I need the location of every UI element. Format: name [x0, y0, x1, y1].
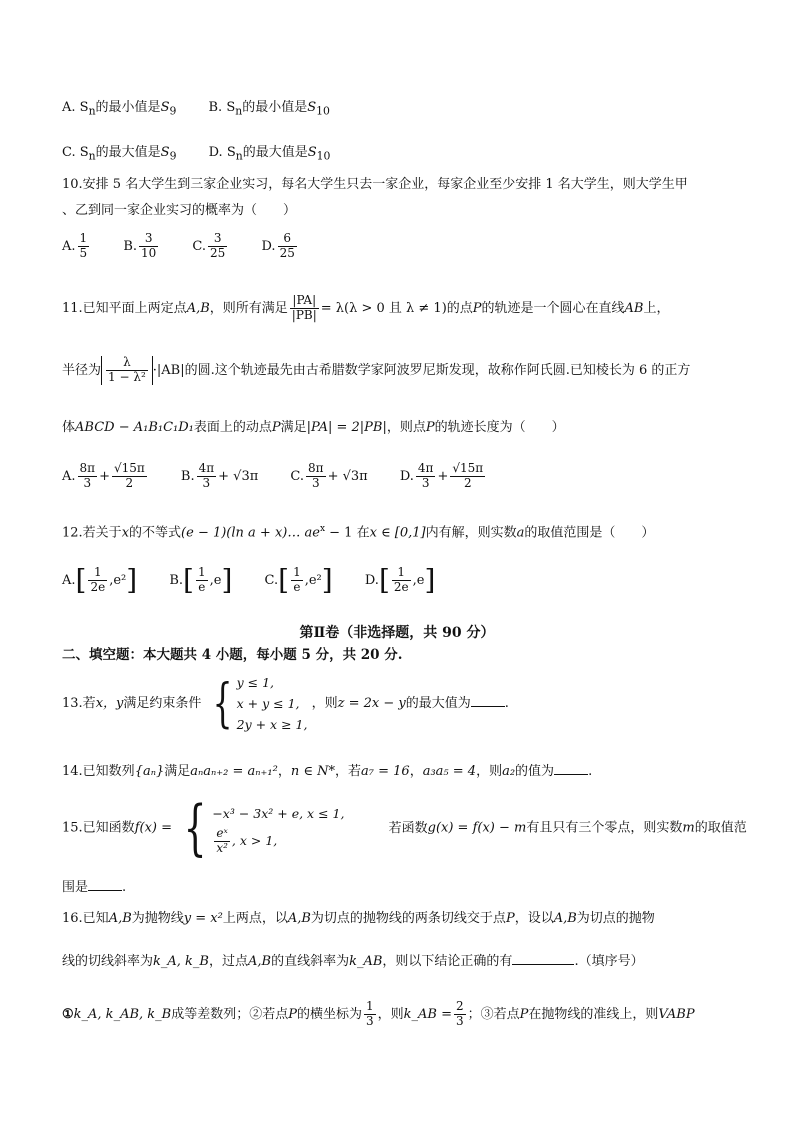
q16-line3: ①k_A, k_AB, k_B成等差数列；②若点P的横坐标为 $\frac{1}{3}$ ，则k_AB = $\frac{2}{3}$ ；③若点P在抛物线的准线上，则VABP — [62, 999, 695, 1028]
q11-option-d: D. $\frac{4\pi}{3}$ + $\frac{√15\pi}{2}$ — [399, 461, 484, 490]
q10-option-a: A. $\frac{1}{5}$ — [62, 231, 88, 260]
q15-answer-blank[interactable] — [88, 878, 122, 891]
q11-options — [62, 462, 515, 491]
q10-stem-line1: 10.安排 5 名大学生到三家企业实习，每名大学生只去一家企业，每家企业至少安排 1 名大学生，则大学生甲 — [62, 177, 688, 192]
q10-stem-line2: 、乙到同一家企业实习的概率为（ ） — [62, 203, 297, 218]
q9-option-b: B. $S_n$的最小值是$S_{10}$ — [208, 100, 330, 118]
q13: 13.若x，y满足约束条件 { y ≤ 1, x + y ≤ 1, 2y + x ≥ 1, ，则z = 2x − y的最大值为 . — [62, 673, 509, 734]
q13-constraint-system: { y ≤ 1, x + y ≤ 1, 2y + x ≥ 1, — [212, 673, 308, 734]
q12-option-a: A.[ $\frac{1}{2e}$ ,e²] — [62, 563, 138, 597]
q13-answer-blank[interactable] — [471, 694, 505, 707]
q9-options-row2 — [62, 145, 358, 163]
fill-in-heading: 二、填空题：本大题共 4 小题，每小题 5 分，共 20 分. — [62, 647, 403, 663]
q16-line2: 线的切线斜率为k_A, k_B，过点A,B的直线斜率为k_AB，则以下结论正确的有 .（填序号） — [62, 954, 644, 969]
q10-option-d: D. $\frac{6}{25}$ — [261, 231, 295, 260]
q9-option-a: A. $S_n$的最小值是$S_9$ — [62, 100, 177, 118]
q10-options — [62, 232, 327, 261]
q10-option-b: B. $\frac{3}{10}$ — [123, 231, 157, 260]
q12-option-d: D.[ $\frac{1}{2e}$ ,e] — [364, 563, 436, 597]
q10-option-c: C. $\frac{3}{25}$ — [192, 231, 226, 260]
q15-piecewise: { −x³ − 3x² + e, x ≤ 1, $\frac{\text{eˣ}}{\text{x²}}$ , x > 1, — [183, 793, 345, 863]
q12-option-b: B.[ $\frac{1}{e}$ ,e] — [169, 563, 233, 597]
q16-answer-blank[interactable] — [512, 952, 574, 965]
q11-line3: 体ABCD − A₁B₁C₁D₁表面上的动点P满足|PA| = 2|PB|，则点P的轨迹长度为（ ） — [62, 420, 565, 435]
q11-option-b: B. $\frac{4\pi}{3}$ + √3π — [180, 461, 259, 490]
q16-line1: 16.已知A,B为抛物线y = x²上两点，以A,B为切点的抛物线的两条切线交于点P，设以A,B为切点的抛物 — [62, 911, 655, 926]
q12-stem: 12.若关于x的不等式(e − 1)(ln a + x)… $ae^x - 1$ 在x ∈ [0,1]内有解，则实数a的取值范围是（ ） — [62, 524, 655, 541]
q11-option-a: A. $\frac{8\pi}{3}$ + $\frac{√15\pi}{2}$ — [62, 461, 145, 490]
q12-options — [62, 563, 463, 597]
q9-option-c: C. $S_n$的最大值是$S_9$ — [62, 145, 177, 163]
q14-answer-blank[interactable] — [554, 762, 588, 775]
q11-option-c: C. $\frac{8\pi}{3}$ + √3π — [290, 461, 368, 490]
q9-options-row1 — [62, 100, 358, 118]
q11-line2: 半径为 $\frac{\lambda}{\text{1 − λ²}}$ ·|AB|的圆.这个轨迹最先由古希腊数学家阿波罗尼斯发现，故称作阿氏圆.已知棱长为 6 的正方 — [62, 355, 691, 384]
q9-option-d: D. $S_n$的最大值是$S_{10}$ — [208, 145, 331, 163]
q12-option-c: C.[ $\frac{1}{e}$ ,e²] — [264, 563, 333, 597]
q15-line2: 围是 . — [62, 880, 127, 895]
q15-line1: 15.已知函数f(x) = { −x³ − 3x² + e, x ≤ 1, $\frac{\text{eˣ}}{\text{x²}}$ , x > 1, 若函数g(x) = f(x) − m有且只有三个零点，则实数m的取值范 — [62, 793, 747, 863]
q11-line1: 11.已知平面上两定点A,B，则所有满足 $\frac{|PA|}{|PB|}$ = λ(λ > 0 且 λ ≠ 1)的点P的轨迹是一个圆心在直线AB上， — [62, 293, 670, 322]
section-2-title: 第Ⅱ卷（非选择题，共 90 分） — [299, 625, 495, 641]
q14: 14.已知数列{aₙ}满足aₙaₙ₊₂ = aₙ₊₁²，n ∈ N*，若a₇ = 16，a₃a₅ = 4，则a₂的值为 . — [62, 764, 593, 779]
